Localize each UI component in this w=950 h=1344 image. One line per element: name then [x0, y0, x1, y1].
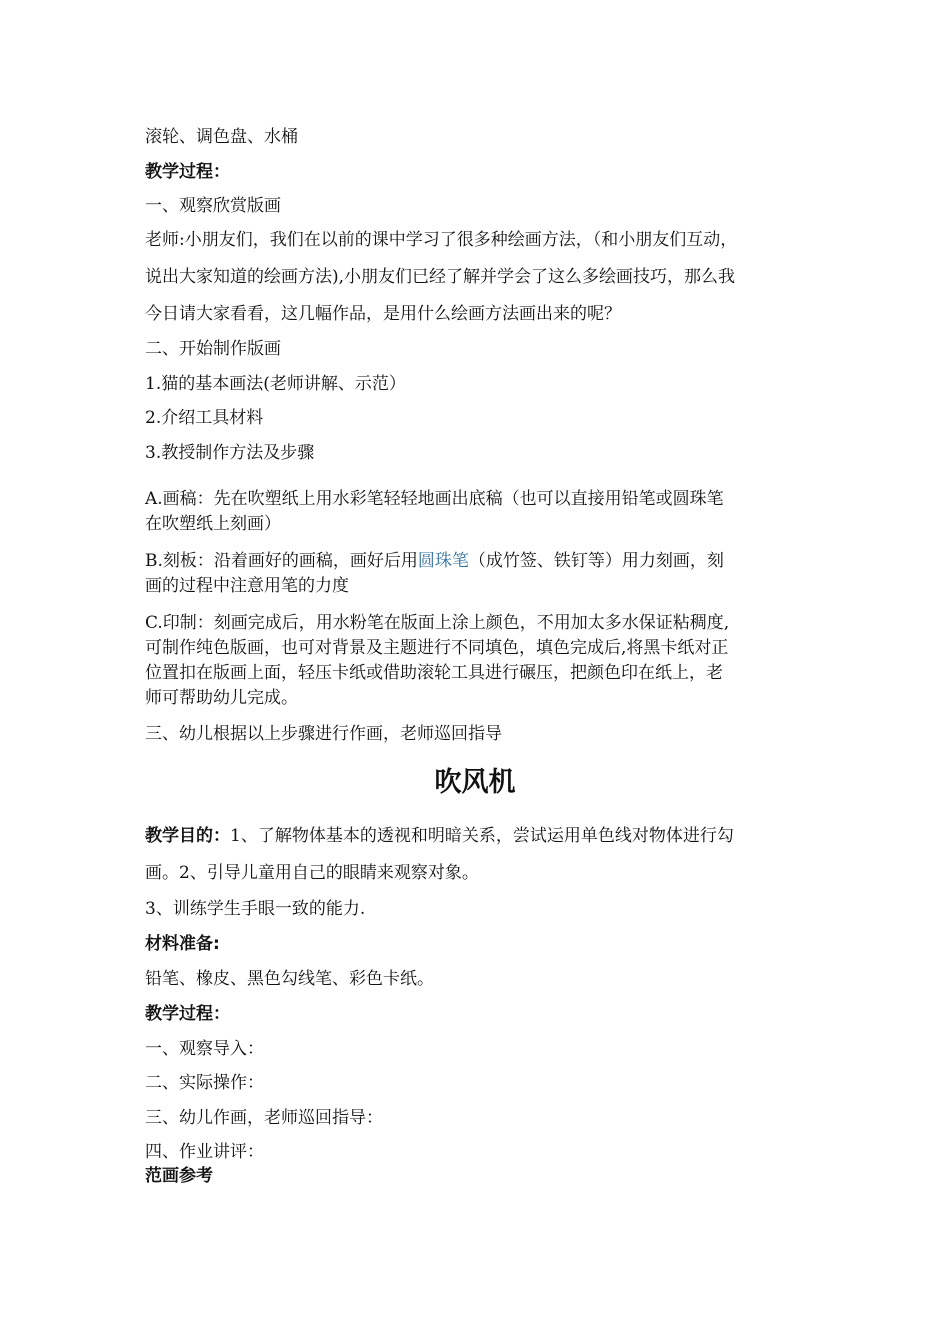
goal-label: 教学目的：: [145, 826, 230, 846]
materials-list: 铅笔、橡皮、黑色勾线笔、彩色卡纸。: [145, 969, 434, 989]
step-b-line: 画的过程中注意用笔的力度: [145, 576, 349, 596]
paragraph-line: 老师:小朋友们，我们在以前的课中学习了很多种绘画方法，（和小朋友们互动，: [145, 230, 738, 250]
materials-heading: 材料准备:: [145, 934, 220, 954]
step-b-text: B.刻板：沿着画好的画稿，画好后用: [145, 551, 418, 571]
goal-line: 画。2、引导儿童用自己的眼睛来观察对象。: [145, 863, 479, 883]
step-b-line: [145, 551, 825, 571]
reference-heading: 范画参考: [145, 1166, 213, 1186]
process-step: 三、幼儿作画，老师巡回指导：: [145, 1108, 383, 1128]
step-c-line: 师可帮助幼儿完成。: [145, 688, 298, 708]
paragraph-line: 今日请大家看看，这几幅作品，是用什么绘画方法画出来的呢？: [145, 304, 621, 324]
substep-item: 1.猫的基本画法(老师讲解、示范）: [145, 374, 406, 394]
step-c-line: 可制作纯色版画，也可对背景及主题进行不同填色，填色完成后,将黑卡纸对正: [145, 638, 729, 658]
paragraph-line: 说出大家知道的绘画方法),小朋友们已经了解并学会了这么多绘画技巧，那么我: [145, 267, 736, 287]
substep-item: 2.介绍工具材料: [145, 408, 264, 428]
materials-tail: 滚轮、调色盘、水桶: [145, 127, 298, 147]
step-a-line: 在吹塑纸上刻画）: [145, 514, 281, 534]
goal-line: 3、训练学生手眼一致的能力.: [145, 899, 366, 919]
substep-item: 3.教授制作方法及步骤: [145, 443, 315, 463]
step-b-text: （成竹签、铁钉等）用力刻画，刻: [468, 551, 724, 571]
step1-heading: 一、观察欣赏版画: [145, 196, 281, 216]
step2-heading: 二、开始制作版画: [145, 339, 281, 359]
process-step: 四、作业讲评：: [145, 1142, 264, 1162]
ballpoint-pen-link[interactable]: 圆珠笔: [417, 551, 469, 571]
step-a-line: A.画稿：先在吹塑纸上用水彩笔轻轻地画出底稿（也可以直接用铅笔或圆珠笔: [145, 489, 724, 509]
lesson-title: 吹风机: [434, 767, 516, 798]
step-c-line: C.印制：刻画完成后，用水粉笔在版面上涂上颜色，不用加太多水保证粘稠度,: [145, 613, 730, 633]
step3-line: 三、幼儿根据以上步骤进行作画，老师巡回指导: [145, 724, 502, 744]
process-heading: 教学过程：: [145, 1004, 230, 1024]
step-c-line: 位置扣在版画上面，轻压卡纸或借助滚轮工具进行碾压，把颜色印在纸上，老: [145, 663, 723, 683]
process-heading: 教学过程：: [145, 162, 230, 182]
process-step: 一、观察导入：: [145, 1039, 264, 1059]
process-step: 二、实际操作：: [145, 1073, 264, 1093]
goal-text: 1、了解物体基本的透视和明暗关系，尝试运用单色线对物体进行勾: [230, 826, 734, 846]
goal-line: [145, 826, 825, 846]
